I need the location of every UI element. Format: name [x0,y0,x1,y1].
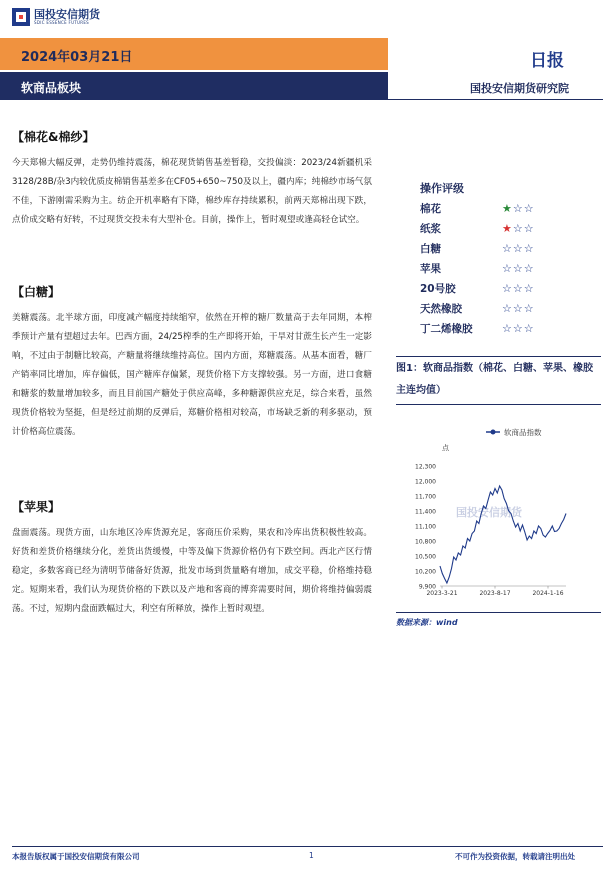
empty-star-icon: ☆ [523,241,535,255]
rating-row [420,198,580,218]
section-apple [12,498,372,619]
section-title-sugar: 【白糖】 [12,285,61,299]
empty-star-icon: ☆ [512,221,524,235]
section-cotton [12,128,372,230]
rating-row [420,278,580,298]
footer-disclaimer: 不可作为投资依据，转载请注明出处 [455,852,575,861]
section-body-sugar: 美糖震荡。北半球方面，印度减产幅度持续缩窄，依然在开榨的糖厂数量高于去年同期，本榨季预计产量有望超过去年。巴西方面，24/25榨季的生产即将开始，干旱对甘蔗生长产生一定影响，不过由于制糖比较高，产糖量将继续维持高位。国内方面，郑糖震荡。从基本面看，糖厂产销率同比增加，库存偏低，国产糖库存偏紧，现货价格下方支撑较强。另一方面，进口食糖和糖浆的数量增加较多，而且目前国产糖处于供应高峰，多种糖源供应充足，综合来看，虽然现货价格较为坚挺，但是经过前期的反弹后，郑糖价格相对较高，市场缺乏新的利多驱动，预计价格高位震荡。 [12,313,372,437]
rating-item-name: 纸浆 [420,222,441,235]
rating-item-name: 丁二烯橡胶 [420,322,473,335]
legend-label: 软商品指数 [504,428,542,437]
rating-item-name: 苹果 [420,262,441,275]
rating-item-name: 白糖 [420,242,441,255]
rating-item-name: 天然橡胶 [420,302,462,315]
rating-row [420,238,580,258]
empty-star-icon: ☆ [523,261,535,275]
rating-stars [502,302,535,315]
empty-star-icon: ☆ [512,281,524,295]
company-logo [12,8,100,26]
empty-star-icon: ☆ [502,301,513,315]
series-line [440,486,566,583]
empty-star-icon: ☆ [523,301,535,315]
x-tick-label: 2024-1-16 [532,590,564,597]
company-logo-icon [12,8,30,26]
logo-subtext: SDIC ESSENCE FUTURES [34,20,90,25]
y-tick-label: 12,300 [415,463,436,471]
data-source: 数据来源：wind [396,618,458,627]
empty-star-icon: ☆ [502,281,513,295]
empty-star-icon: ☆ [502,321,513,335]
section-title-cotton: 【棉花&棉纱】 [12,130,95,144]
figure-top-rule [396,356,601,357]
y-tick-label: 9,900 [418,583,436,591]
institute-name: 国投安信期货研究院 [470,82,569,95]
y-tick-label: 10,200 [415,568,436,576]
y-tick-label: 11,100 [415,523,436,531]
empty-star-icon: ☆ [512,321,524,335]
y-tick-label: 11,700 [415,493,436,501]
empty-star-icon: ☆ [502,261,513,275]
x-tick-label: 2023-8-17 [479,590,511,597]
rating-stars [502,242,535,255]
rating-stars [502,282,535,295]
header-divider [388,99,603,100]
figure-title: 图1：软商品指数（棉花、白糖、苹果、橡胶主连均值） [396,363,593,396]
rating-title: 操作评级 [420,182,464,195]
section-sugar [12,283,372,442]
legend-marker [491,430,496,435]
empty-star-icon: ☆ [523,281,535,295]
y-tick-label: 10,500 [415,553,436,561]
y-tick-label: 10,800 [415,538,436,546]
rating-row [420,218,580,238]
figure-title-rule [396,404,601,405]
soft-commodity-index-chart [396,414,601,614]
footer-divider [12,846,603,847]
empty-star-icon: ☆ [512,201,524,215]
page-number: 1 [309,851,314,860]
date-band [0,38,388,70]
rating-stars [502,202,535,215]
rating-item-name: 棉花 [420,202,441,215]
rating-stars [502,222,535,235]
rating-row [420,318,580,338]
empty-star-icon: ☆ [512,301,524,315]
empty-star-icon: ☆ [502,241,513,255]
rating-stars [502,262,535,275]
watermark-text: 国投安信期货 [456,506,522,519]
y-axis-unit: 点 [442,444,449,452]
footer-copyright: 本报告版权属于国投安信期货有限公司 [12,852,140,861]
rating-panel [420,180,580,338]
section-band [0,72,388,100]
section-name: 软商品板块 [21,81,82,95]
empty-star-icon: ☆ [523,201,535,215]
rating-stars [502,322,535,335]
empty-star-icon: ☆ [523,221,535,235]
rating-row [420,298,580,318]
section-title-apple: 【苹果】 [12,500,61,514]
x-tick-label: 2023-3-21 [426,590,458,597]
filled-star-icon: ★ [502,221,513,235]
y-tick-label: 12,000 [415,478,436,486]
y-tick-label: 11,400 [415,508,436,516]
filled-star-icon: ★ [502,201,513,215]
empty-star-icon: ☆ [523,321,535,335]
figure-bottom-rule [396,612,601,613]
empty-star-icon: ☆ [512,241,524,255]
section-body-cotton: 今天郑棉大幅反弹，走势仍维持震荡，棉花现货销售基差暂稳，交投偏淡：2023/24新疆机采3128/28B/杂3内较优质皮棉销售基差多在CF05+650~750及以上，疆内库；纯棉纱市场气氛不佳，下游刚需采购为主。纺企开机率略有下降，棉纱库存持续累积，前两天郑棉出现下跌，点价成交略有好转，不过现货交投未有大型补仓。目前，操作上，暂时观望或逢高轻仓试空。 [12,158,372,225]
logo-text: 国投安信期货 [34,8,100,21]
rating-row [420,258,580,278]
report-type: 日报 [530,51,564,71]
empty-star-icon: ☆ [512,261,524,275]
rating-item-name: 20号胶 [420,282,456,295]
report-date: 2024年03月21日 [21,50,133,65]
section-body-apple: 盘面震荡。现货方面，山东地区冷库货源充足，客商压价采购，果农和冷库出货积极性较高。好货和差货价格继续分化，差货出货缓慢，中等及偏下货源价格仍有下跌空间。西北产区行情稳定，多数客商已经为清明节储备好货源，批发市场到货量略有增加，成交平稳，价格维持稳定。短期来看，我们认为现货价格的下跌以及产地和客商的博弈需要时间，期价将维持偏弱震荡。不过，短期内盘面跌幅过大，利空有所释放，操作上暂时观望。 [12,528,372,614]
